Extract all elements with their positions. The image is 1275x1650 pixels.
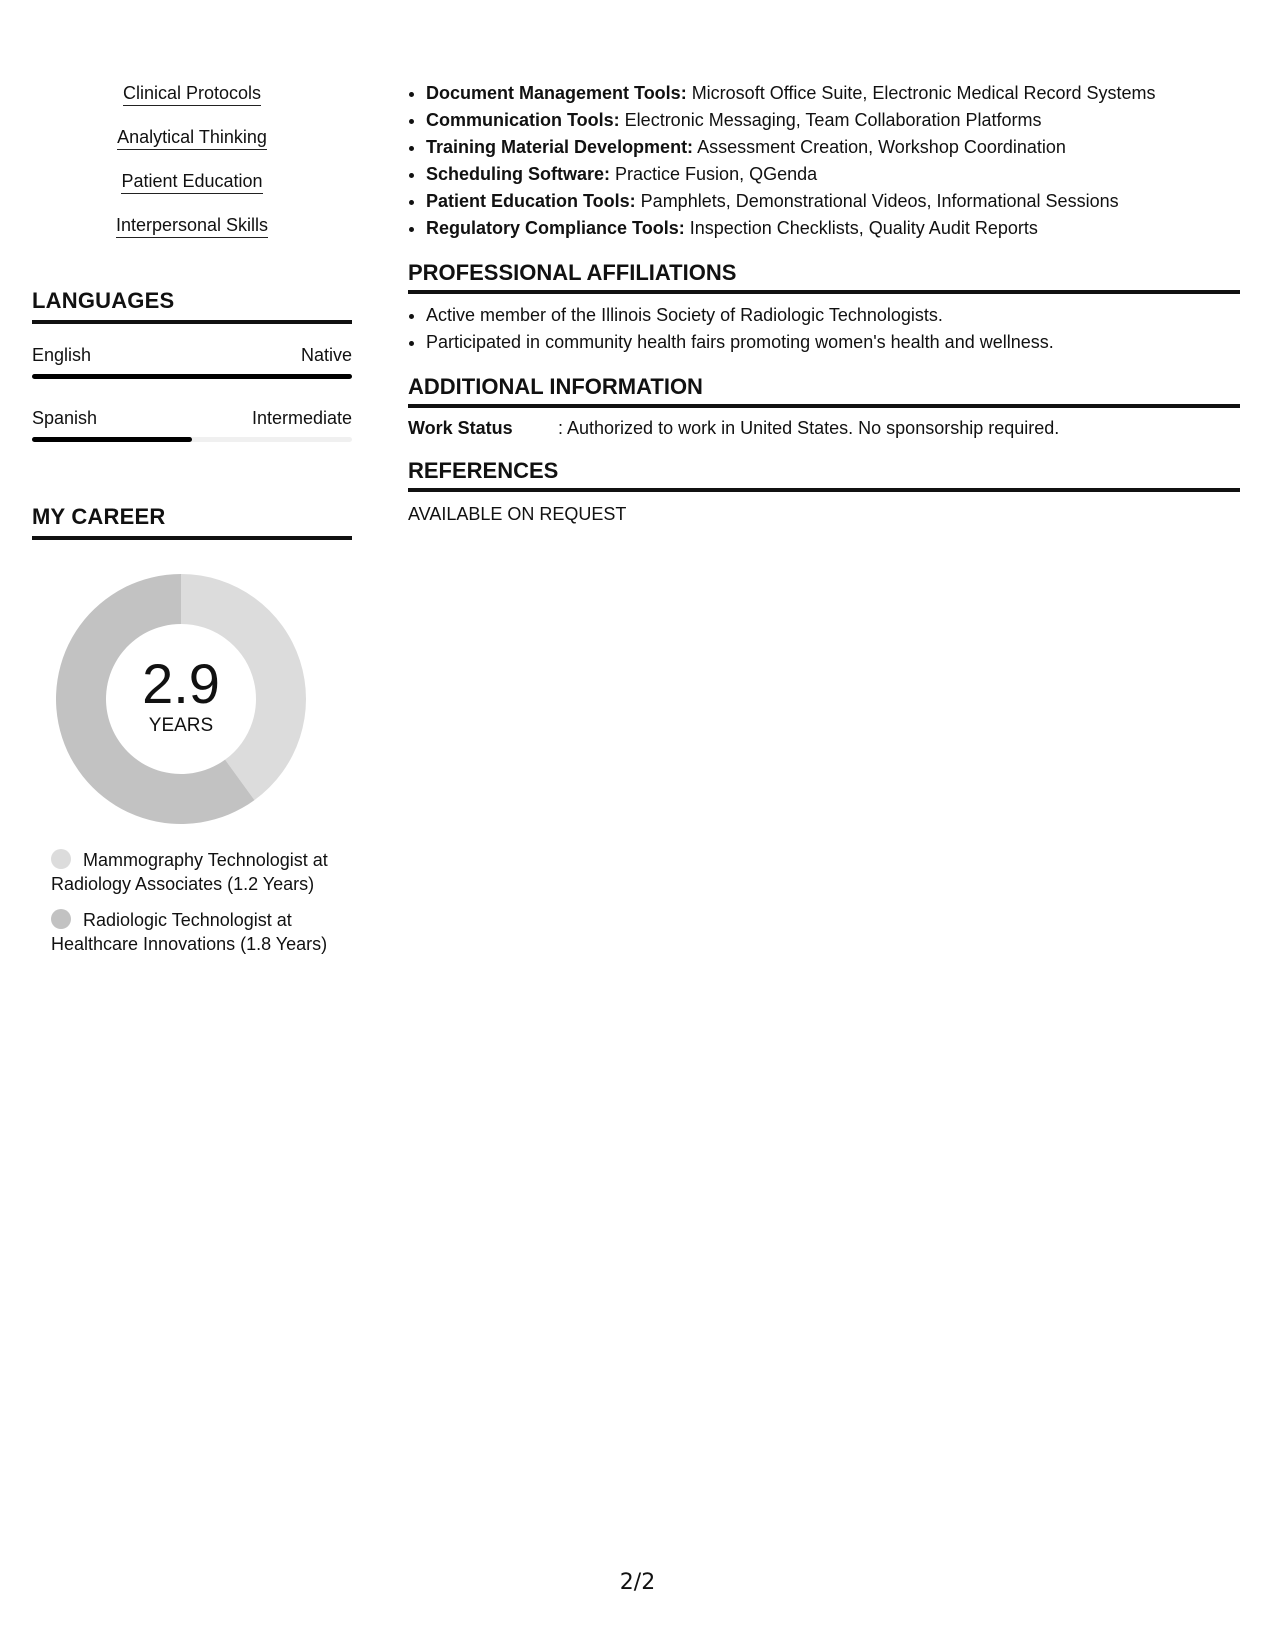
tool-text: Inspection Checklists, Quality Audit Reports [684, 218, 1038, 238]
references-title: REFERENCES [408, 458, 1240, 492]
tool-text: Pamphlets, Demonstrational Videos, Informational Sessions [635, 191, 1119, 211]
additional-info-section [408, 374, 1240, 440]
career-donut [56, 574, 306, 824]
legend-dot-icon [51, 909, 71, 929]
languages-section [32, 288, 352, 442]
affiliations-list [408, 302, 1240, 356]
language-name: Spanish [32, 408, 98, 428]
additional-info-title: ADDITIONAL INFORMATION [408, 374, 1240, 408]
tool-label: Document Management Tools: [426, 83, 687, 103]
legend-dot-icon [51, 849, 71, 869]
tool-item [426, 107, 1240, 134]
language-row [32, 344, 352, 379]
tool-item [426, 215, 1240, 242]
page-number: 2/2 [619, 1570, 656, 1595]
language-bar [32, 374, 352, 379]
language-name: English [32, 345, 92, 365]
language-bar-fill [32, 437, 192, 442]
tool-label: Training Material Development: [426, 137, 694, 157]
career-title: MY CAREER [32, 504, 352, 540]
career-years-unit: YEARS [148, 715, 214, 736]
tool-text: Assessment Creation, Workshop Coordination [693, 137, 1066, 157]
tool-item [426, 80, 1240, 107]
affiliations-section [408, 260, 1240, 356]
skill-label: Interpersonal Skills [116, 214, 268, 238]
language-level: Native [300, 345, 352, 365]
career-role-label: Mammography Technologist at Radiology Associates (1.2 Years) [51, 850, 328, 894]
skill-label: Clinical Protocols [123, 82, 261, 106]
tool-label: Regulatory Compliance Tools: [426, 218, 685, 238]
tool-label: Patient Education Tools: [426, 191, 636, 211]
language-row [32, 407, 352, 442]
work-status-key: Work Status [408, 418, 513, 438]
skill-item [32, 82, 352, 106]
skill-item [32, 126, 352, 150]
tool-text: Microsoft Office Suite, Electronic Medical Record Systems [686, 83, 1156, 103]
affiliation-item: • Participated in community health fairs promoting women's health and wellness. [426, 329, 1240, 356]
tool-text: Practice Fusion, QGenda [610, 164, 818, 184]
work-status-row [408, 416, 1240, 440]
references-section [408, 458, 1240, 526]
tool-label: Communication Tools: [426, 110, 620, 130]
language-bar-fill [32, 374, 352, 379]
language-bar [32, 437, 352, 442]
tool-label: Scheduling Software: [426, 164, 611, 184]
work-status-value: : Authorized to work in United States. No sponsorship required. [558, 418, 1060, 438]
right-column [408, 80, 1240, 526]
career-legend-item [51, 848, 331, 896]
language-level: Intermediate [251, 408, 352, 428]
skill-item [32, 214, 352, 238]
career-section [32, 504, 352, 956]
tool-item [426, 188, 1240, 215]
references-text: AVAILABLE ON REQUEST [408, 504, 627, 524]
left-column [32, 82, 352, 968]
career-total-years: 2.9 [142, 652, 220, 715]
tool-item [426, 134, 1240, 161]
career-legend [51, 848, 331, 956]
career-role-label: Radiologic Technologist at Healthcare Innovations (1.8 Years) [51, 910, 328, 954]
affiliations-title: PROFESSIONAL AFFILIATIONS [408, 260, 1240, 294]
affiliation-item: • Active member of the Illinois Society of Radiologic Technologists. [426, 302, 1240, 329]
tool-text: Electronic Messaging, Team Collaboration Platforms [619, 110, 1042, 130]
skill-label: Analytical Thinking [117, 126, 267, 150]
tool-item [426, 161, 1240, 188]
languages-title: LANGUAGES [32, 288, 352, 324]
skill-label: Patient Education [121, 170, 262, 194]
skills-list [32, 82, 352, 238]
skill-item [32, 170, 352, 194]
tools-list [408, 80, 1240, 242]
career-legend-item [51, 908, 331, 956]
